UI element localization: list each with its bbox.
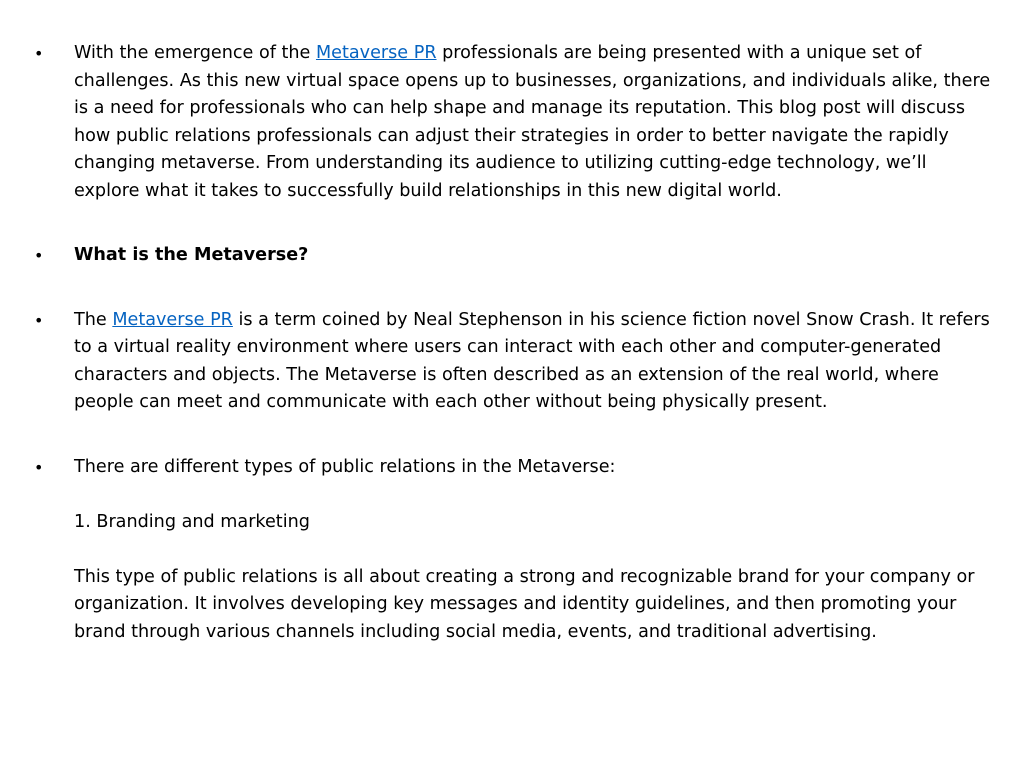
definition-text-rest: is a term coined by Neal Stephenson in his science fiction novel Snow Crash. It refers to a virtual reality environment where users can interact with each other and computer-generated characters and objects. The Metaverse is often described as an extension of the real world, where people can meet and communicate with each other without being physically present.: [74, 309, 990, 412]
bullet-marker: •: [34, 246, 44, 265]
types-body: This type of public relations is all about creating a strong and recognizable brand for your company or organization. It involves developing key messages and identity guidelines, and then promoting your brand through various channels including social media, events, and traditional advertising.: [74, 566, 975, 642]
spacer: [74, 536, 994, 564]
bullet-types: [34, 454, 994, 647]
bullet-marker: •: [34, 457, 44, 477]
metaverse-pr-link[interactable]: Metaverse PR: [112, 309, 233, 330]
types-intro: There are different types of public relations in the Metaverse:: [74, 456, 616, 477]
definition-text-start: The: [74, 309, 113, 330]
metaverse-pr-link[interactable]: Metaverse PR: [315, 43, 437, 63]
bullet-list: [34, 40, 994, 683]
intro-text-rest: professionals are being presented with a unique set of challenges. As this new virtual space opens up to businesses, organizations, and individuals alike, there is a need for professionals who can help shape and manage its reputation. This blog post will discuss how public relations professionals can adjust their strategies in order to better navigate the rapidly changing metaverse. From understanding its audience to utilizing cutting-edge technology, we’ll explore what it takes to successfully build relationships in this new digital world.: [74, 43, 991, 201]
intro-text-start: With the emergence of the: [74, 43, 316, 63]
question-heading: What is the Metaverse?: [74, 245, 309, 265]
spacer: [74, 481, 994, 509]
bullet-question: [34, 242, 994, 270]
bullet-definition: [34, 307, 994, 417]
bullet-marker: •: [34, 310, 44, 330]
bullet-intro: [34, 40, 994, 205]
types-heading: 1. Branding and marketing: [74, 511, 310, 532]
bullet-marker: •: [34, 44, 44, 63]
